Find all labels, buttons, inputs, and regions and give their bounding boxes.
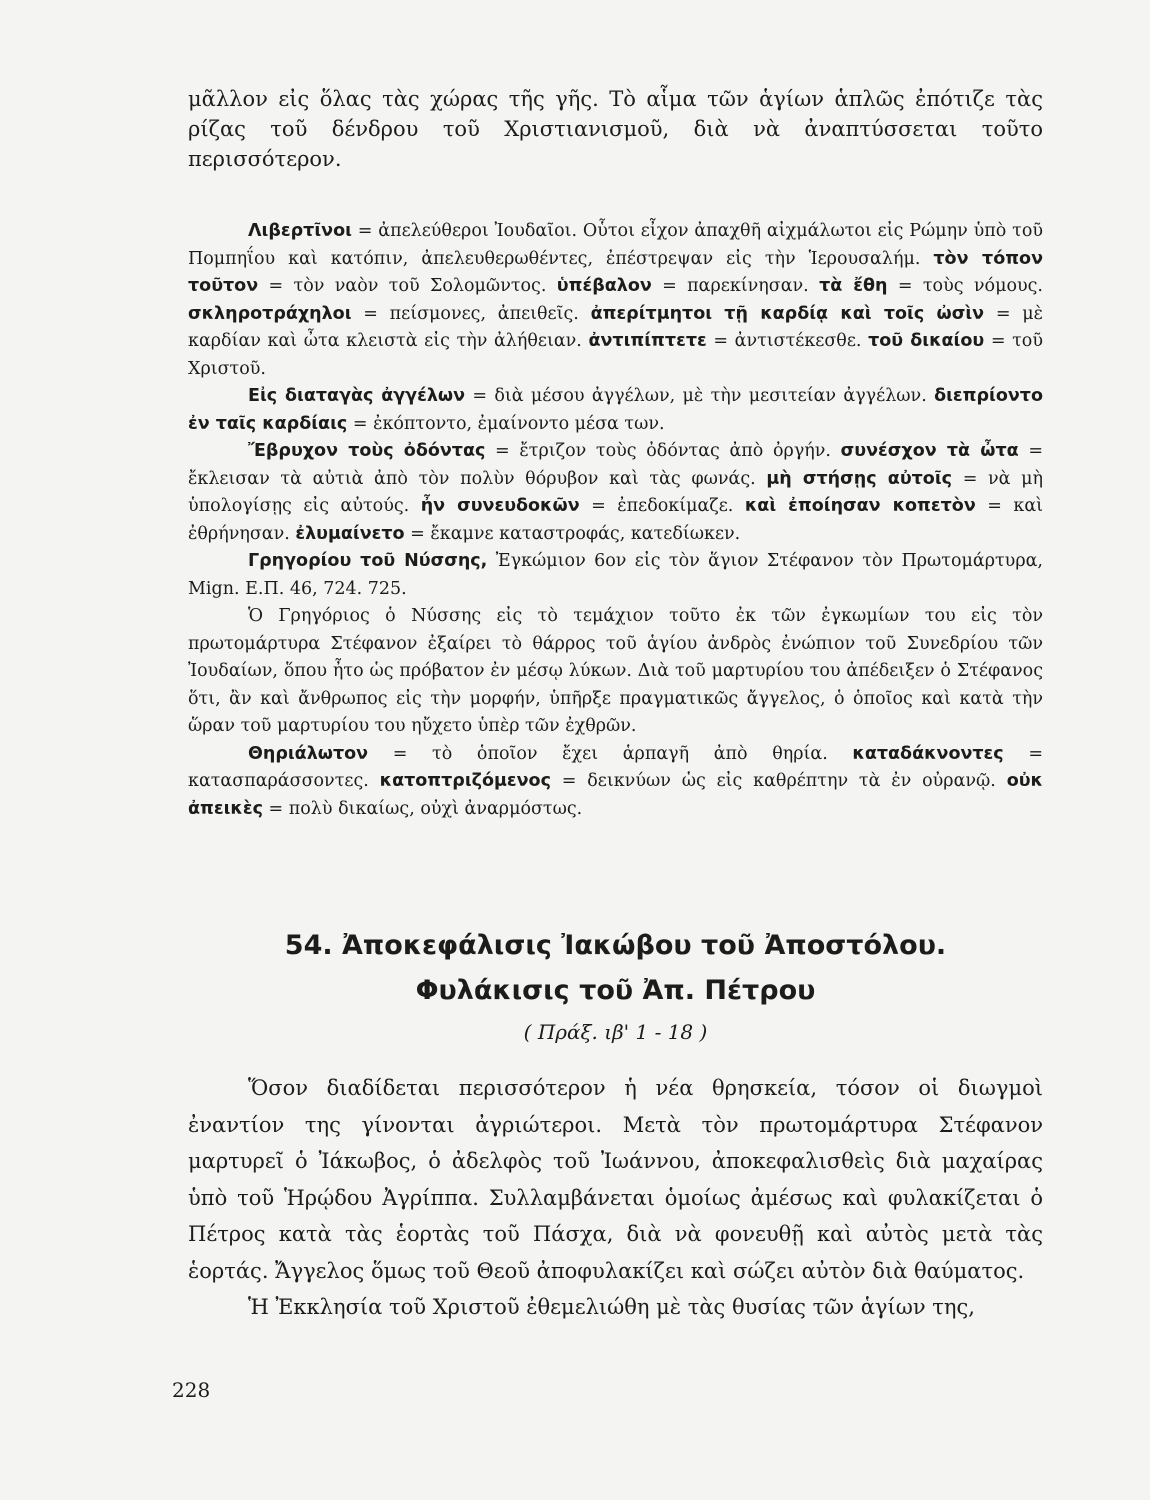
gloss-def: = πολὺ δικαίως, οὐχὶ ἀναρμόστως.	[262, 798, 583, 819]
gloss-def: = κατασπαράσσοντες.	[188, 743, 1043, 791]
gloss-def: = ἔκαμνε καταστροφάς, κατεδίωκεν.	[404, 523, 741, 544]
gloss-def: = δεικνύων ὡς εἰς καθρέπτην τὰ ἐν οὐρανῷ.	[550, 771, 1007, 791]
gloss-term: Θηριάλωτον	[248, 743, 369, 764]
note-paragraph	[188, 383, 1043, 438]
gloss-term: ἐλυμαίνετο	[295, 523, 405, 544]
gloss-term: τοῦ δικαίου	[868, 331, 985, 351]
page-number: 228	[172, 1378, 211, 1402]
note-paragraph	[188, 741, 1043, 824]
glossary-notes	[188, 218, 1043, 823]
gloss-def: = ἀπελεύθεροι Ἰουδαῖοι. Οὗτοι εἶχον ἀπαχθῆ αἰχμάλωτοι εἰς Ρώμην ὑπὸ τοῦ Πομπηΐου καὶ κατόπιν, ἀπελευθερωθέντες, ἐπέστρεψαν εἰς τὴν Ἱερουσαλήμ.	[188, 221, 1043, 269]
gloss-term: Λιβερτῖνοι	[248, 221, 352, 241]
section-title-line1: 54. Ἀποκεφάλισις Ἰακώβου τοῦ Ἀποστόλου.	[284, 930, 947, 961]
gloss-term: ἦν συνευδοκῶν	[420, 496, 580, 516]
gloss-def: = νὰ μὴ ὑπολογίσῃς εἰς αὐτούς.	[188, 468, 1043, 516]
section-title-line2: Φυλάκισις τοῦ Ἀπ. Πέτρου	[415, 975, 816, 1006]
note-paragraph	[188, 218, 1043, 383]
gloss-term: τὰ ἔθη	[819, 276, 888, 296]
gloss-def: = παρεκίνησαν.	[651, 276, 820, 296]
gloss-term: ὑπέβαλον	[556, 276, 652, 296]
gloss-def: = τοὺς νόμους.	[887, 276, 1043, 296]
gloss-def: = ἐπεδοκίμαζε.	[579, 496, 745, 516]
gloss-def: = τοῦ Χριστοῦ.	[188, 331, 1043, 379]
gloss-def: = πείσμονες, ἀπειθεῖς.	[351, 303, 591, 324]
note-paragraph	[188, 438, 1043, 548]
main-text	[188, 1070, 1043, 1326]
source-citation	[188, 548, 1043, 603]
gloss-term: μὴ στήσῃς αὐτοῖς	[766, 468, 953, 489]
gloss-term: ἀντιπίπτετε	[588, 331, 707, 351]
gloss-term: Ἔβρυχον τοὺς ὀδόντας	[248, 441, 486, 461]
gloss-term: καταδάκνοντες	[852, 743, 1004, 764]
gloss-def: = μὲ καρδίαν καὶ ὦτα κλειστὰ εἰς τὴν ἀλήθειαν.	[188, 303, 1043, 351]
gloss-def: = ἀντιστέκεσθε.	[706, 331, 869, 351]
gloss-def: = καὶ ἐθρήνησαν.	[188, 496, 1043, 544]
body-paragraph: Ἡ Ἐκκλησία τοῦ Χριστοῦ ἐθεμελιώθη μὲ τὰς θυσίας τῶν ἁγίων της,	[248, 1295, 975, 1319]
gloss-def: = τὸν ναὸν τοῦ Σολομῶντος.	[258, 276, 557, 296]
gloss-term: Γρηγορίου τοῦ Νύσσης,	[248, 551, 488, 571]
gloss-term: Εἰς διαταγὰς ἀγγέλων	[248, 386, 466, 406]
scripture-reference: ( Πράξ. ιβ' 1 - 18 )	[523, 1020, 708, 1044]
body-paragraph: Ὅσον διαδίδεται περισσότερον ἡ νέα θρησκεία, τόσον οἱ διωγμοὶ ἐναντίον της γίνονται ἀγριώτεροι. Μετὰ τὸν πρωτομάρτυρα Στέφανον μαρτυρεῖ ὁ Ἰάκωβος, ὁ ἀδελφὸς τοῦ Ἰωάννου, ἀποκεφαλισθεὶς διὰ μαχαίρας ὑπὸ τοῦ Ἡρῴδου Ἀγρίππα. Συλλαμβάνεται ὁμοίως ἀμέσως καὶ φυλακίζεται ὁ Πέτρος κατὰ τὰς ἑορτὰς τοῦ Πάσχα, διὰ νὰ φονευθῇ καὶ αὐτὸς μετὰ τὰς ἑορτάς. Ἄγγελος ὅμως τοῦ Θεοῦ ἀποφυλακίζει καὶ σώζει αὐτὸν διὰ θαύματος.	[188, 1076, 1043, 1283]
gloss-def: = ἐκόπτοντο, ἐμαίνοντο μέσα των.	[347, 413, 665, 434]
gloss-def: = ἔκλεισαν τὰ αὐτιὰ ἀπὸ τὸν πολὺν θόρυβον καὶ τὰς φωνάς.	[188, 441, 1043, 489]
gloss-term: διεπρίοντο ἐν ταῖς καρδίαις	[188, 386, 1043, 434]
gloss-def: = ἔτριζον τοὺς ὀδόντας ἀπὸ ὀργήν.	[485, 441, 841, 461]
continuation-text: μᾶλλον εἰς ὅλας τὰς χώρας τῆς γῆς. Τὸ αἷμα τῶν ἁγίων ἁπλῶς ἐπότιζε τὰς ρίζας τοῦ δένδρου τοῦ Χριστιανισμοῦ, διὰ νὰ ἀναπτύσσεται τοῦτο περισσότερον.	[188, 87, 1043, 171]
gloss-def: = τὸ ὁποῖον ἔχει ἁρπαγῆ ἀπὸ θηρία.	[368, 743, 853, 764]
gloss-term: οὐκ ἀπεικὲς	[188, 771, 1043, 819]
gloss-def: = διὰ μέσου ἀγγέλων, μὲ τὴν μεσιτείαν ἀγγέλων.	[465, 386, 935, 406]
commentary-paragraph: Ὁ Γρηγόριος ὁ Νύσσης εἰς τὸ τεμάχιον τοῦτο ἐκ τῶν ἐγκωμίων του εἰς τὸν πρωτομάρτυρα Στέφανον ἐξαίρει τὸ θάρρος τοῦ ἁγίου ἀνδρὸς ἐνώπιον τοῦ Συνεδρίου τῶν Ἰουδαίων, ὅπου ἦτο ὡς πρόβατον ἐν μέσῳ λύκων. Διὰ τοῦ μαρτυρίου του ἀπέδειξεν ὁ Στέφανος ὅτι, ἂν καὶ ἄνθρωπος εἰς τὴν μορφήν, ὑπῆρξε πραγματικῶς ἄγγελος, ὁ ὁποῖος καὶ κατὰ τὴν ὥραν τοῦ μαρτυρίου του ηὔχετο ὑπὲρ τῶν ἐχθρῶν.	[188, 606, 1043, 736]
gloss-term: συνέσχον τὰ ὦτα	[840, 441, 1019, 461]
gloss-term: ἀπερίτμητοι τῇ καρδίᾳ καὶ τοῖς ὠσὶν	[590, 303, 985, 324]
continuation-paragraph	[188, 84, 1043, 174]
gloss-term: τὸν τόπον τοῦτον	[188, 248, 1043, 296]
gloss-term: καὶ ἐποίησαν κοπετὸν	[744, 496, 976, 516]
gloss-term: κατοπτριζόμενος	[379, 771, 551, 791]
gloss-def: Ἐγκώμιον 6ον εἰς τὸν ἅγιον Στέφανον τὸν Πρωτομάρτυρα, Mign. Ε.Π. 46, 724. 725.	[188, 551, 1043, 599]
gloss-term: σκληροτράχηλοι	[188, 303, 352, 324]
